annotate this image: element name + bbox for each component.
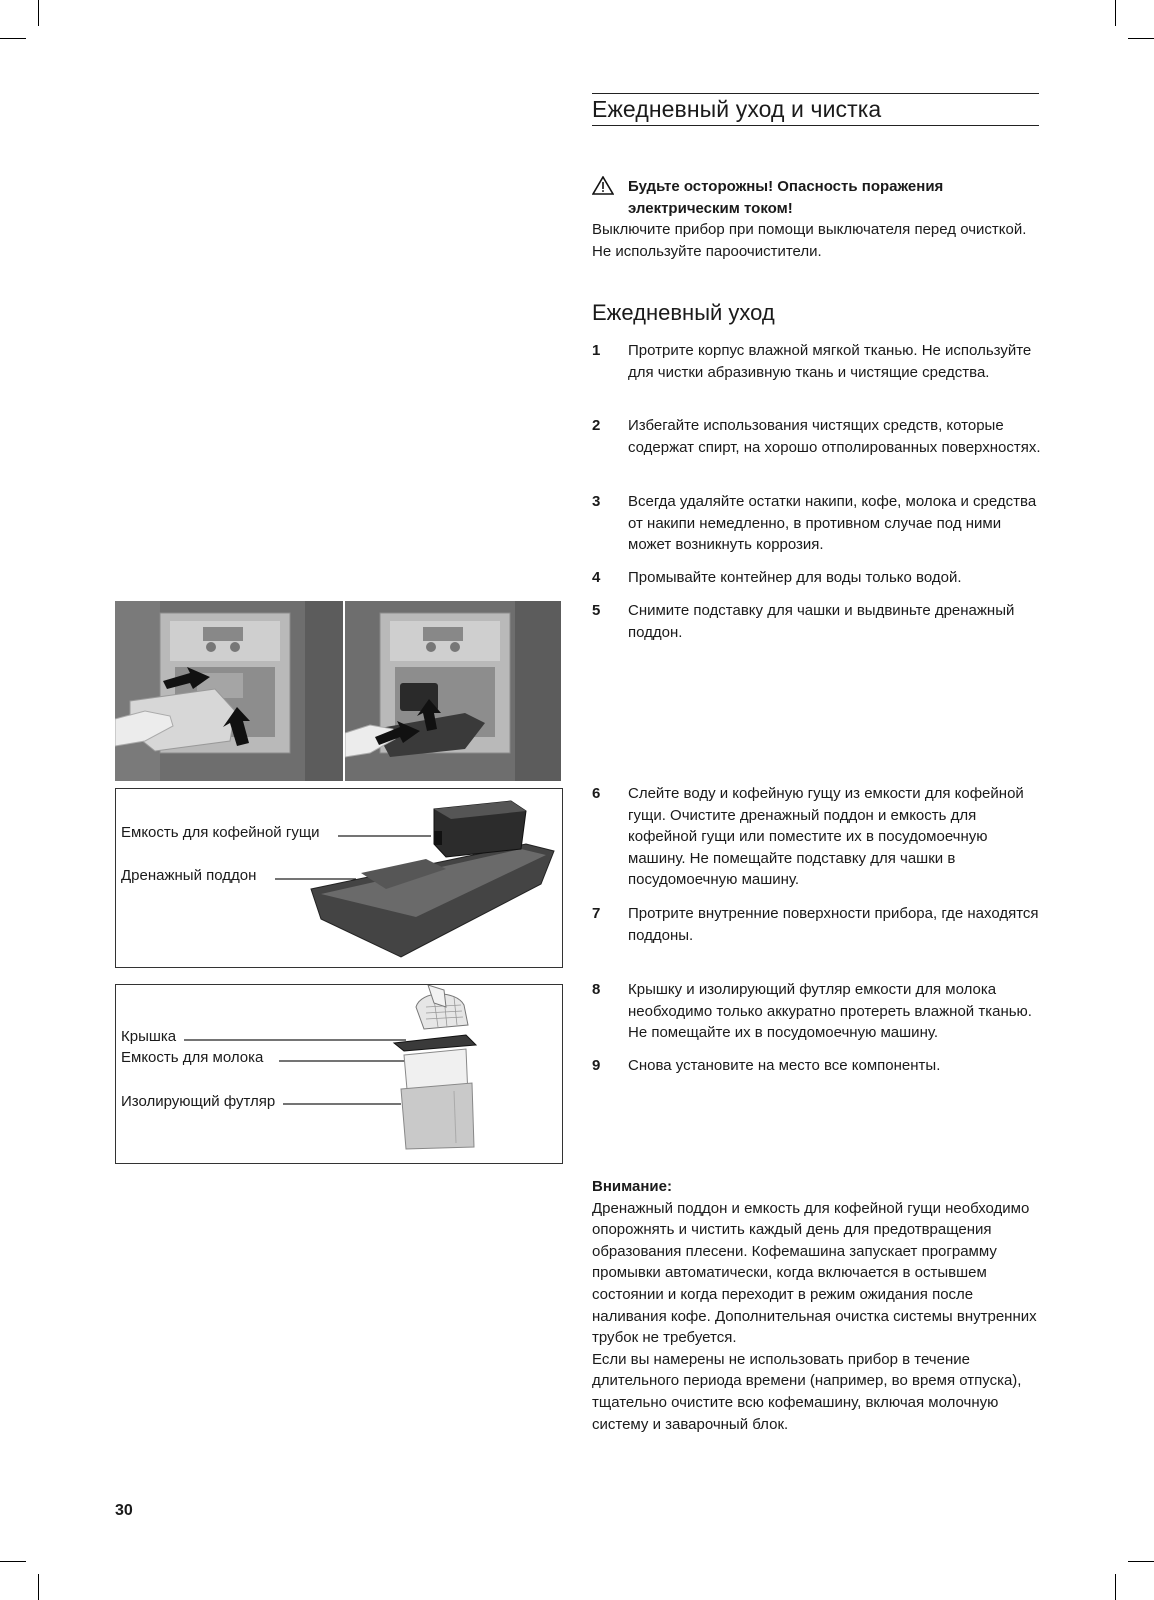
label-lid: Крышка (121, 1028, 177, 1045)
label-coffee-grounds-container: Емкость для кофейной гущи (121, 824, 320, 841)
label-milk-container: Емкость для молока (121, 1049, 264, 1066)
step-item (592, 783, 1042, 891)
step-number: 7 (592, 905, 601, 922)
step-text: Слейте воду и кофейную гущу из емкости для кофейной гущи. Очистите дренажный поддон и емкость для кофейной гущи или поместите их в посудомоечную машину. Не помещайте подставку для чашки в посудомоечную машину. (628, 785, 1024, 888)
header-rule-bottom (592, 125, 1039, 126)
crop-mark (0, 1561, 26, 1562)
step-number: 8 (592, 981, 601, 998)
step-number: 9 (592, 1057, 601, 1074)
step-item (592, 491, 1042, 556)
step-text: Крышку и изолирующий футляр емкости для молока необходимо только аккуратно протереть влажной тканью. Не помещайте их в посудомоечную машину. (628, 981, 1032, 1041)
header-rule-top (592, 93, 1039, 94)
notice-heading: Внимание: (592, 1178, 672, 1195)
label-insulated-case: Изолирующий футляр (121, 1093, 276, 1110)
step-item (592, 1055, 1042, 1077)
label-drip-tray: Дренажный поддон (121, 867, 257, 884)
step-item (592, 600, 1042, 643)
crop-mark (0, 38, 26, 39)
step-item (592, 903, 1042, 946)
crop-mark (38, 1574, 39, 1600)
step-number: 6 (592, 785, 601, 802)
page-number: 30 (115, 1502, 133, 1519)
section-title: Ежедневный уход (592, 300, 775, 325)
step-item (592, 340, 1042, 383)
step-number: 2 (592, 417, 601, 434)
step-number: 3 (592, 493, 601, 510)
notice-block (592, 1176, 1042, 1435)
step-text: Всегда удаляйте остатки накипи, кофе, молока и средства от накипи немедленно, в противном случае под ними может возникнуть коррозия. (628, 493, 1037, 553)
warning-triangle-icon (592, 176, 628, 219)
step-item (592, 415, 1042, 458)
warning-line-1: Выключите прибор при помощи выключателя перед очисткой. (592, 221, 1027, 238)
step-text: Протрите внутренние поверхности прибора, где находятся поддоны. (628, 905, 1039, 944)
crop-mark (1128, 1561, 1154, 1562)
figure-drip-tray (115, 788, 563, 968)
photo-remove-cup-stand (115, 601, 343, 781)
page-title: Ежедневный уход и чистка (592, 96, 882, 122)
crop-mark (1115, 0, 1116, 26)
photo-pull-drip-tray (345, 601, 561, 781)
figure-milk-container (115, 984, 563, 1164)
step-text: Снова установите на место все компоненты. (628, 1057, 941, 1074)
warning-line-2: Не используйте пароочистители. (592, 242, 822, 260)
step-text: Снимите подставку для чашки и выдвиньте дренажный поддон. (628, 602, 1015, 641)
step-number: 4 (592, 569, 601, 586)
step-text: Промывайте контейнер для воды только водой. (628, 569, 962, 586)
step-number: 1 (592, 342, 601, 359)
notice-paragraph-1: Дренажный поддон и емкость для кофейной гущи необходимо опорожнять и чистить каждый день для предотвращения образования плесени. Кофемашина запускает программу промывки автоматически, когда включается в остывшем состоянии и когда переходит в режим ожидания после наливания кофе. Дополнительная очистка системы внутренних трубок не требуется. (592, 1199, 1037, 1347)
warning-block (592, 176, 1042, 262)
step-text: Протрите корпус влажной мягкой тканью. Не используйте для чистки абразивную ткань и чистящие средства. (628, 342, 1032, 381)
step-text: Избегайте использования чистящих средств, которые содержат спирт, на хорошо отполированных поверхностях. (628, 417, 1041, 456)
step-item (592, 979, 1042, 1044)
warning-heading: Будьте осторожны! Опасность поражения электрическим током! (628, 178, 944, 217)
crop-mark (1128, 38, 1154, 39)
step-number: 5 (592, 602, 601, 619)
notice-paragraph-2: Если вы намерены не использовать прибор в течение длительного периода времени (например, во время отпуска), тщательно очистите всю кофемашину, включая молочную систему и заварочный блок. (592, 1350, 1022, 1433)
crop-mark (1115, 1574, 1116, 1600)
step-item (592, 567, 1042, 589)
crop-mark (38, 0, 39, 26)
